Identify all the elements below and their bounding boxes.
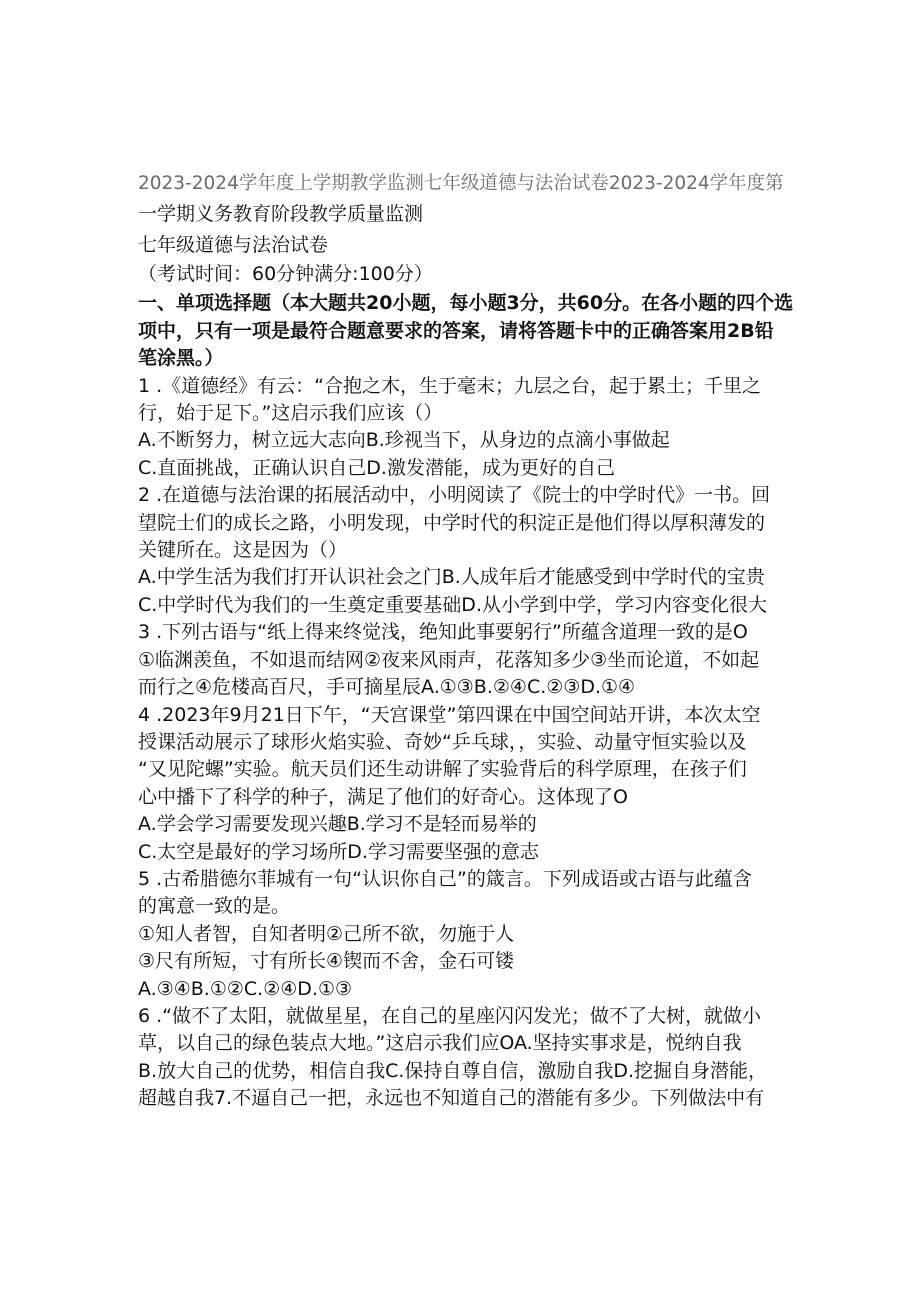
question-4-line: “又见陀螺”实验。航天员们还生动讲解了实验背后的科学原理，在孩子们	[138, 758, 747, 781]
question-4-options: C.太空是最好的学习场所D.学习需要坚强的意志	[138, 840, 539, 863]
question-3-line: 3 .下列古语与“纸上得来终觉浅，绝知此事要躬行”所蕴含道理一致的是O	[138, 621, 748, 644]
question-3-line: ①临渊羡鱼，不如退而结网②夜来风雨声，花落知多少③坐而论道，不如起	[138, 648, 760, 671]
document-title-line-2: 一学期义务教育阶段教学质量监测	[138, 203, 424, 225]
question-6-options: B.放大自己的优势，相信自我C.保持自尊自信，激励自我D.挖掘自身潜能，	[138, 1059, 768, 1082]
question-5-items: ③尺有所短，寸有所长④锲而不舍，金石可镂	[138, 950, 515, 973]
question-4-line: 心中播下了科学的种子，满足了他们的好奇心。这体现了O	[138, 785, 628, 808]
question-6-line: 6 .“做不了太阳，就做星星，在自己的星座闪闪发光；做不了大树，就做小	[138, 1004, 762, 1027]
question-5-line: 5 .古希腊德尔菲城有一句“认识你自己”的箴言。下列成语或古语与此蕴含	[138, 867, 752, 890]
question-2-line: 关键所在。这是因为（）	[138, 539, 348, 562]
document-title: 2023-2024学年度上学期教学监测七年级道德与法治试卷	[138, 173, 609, 194]
section-heading-line: 一、单项选择题（本大题共20小题，每小题3分，共60分。在各小题的四个选	[138, 292, 794, 315]
question-4-line: 4 .2023年9月21日下午，“天宫课堂”第四课在中国空间站开讲，本次太空	[138, 703, 761, 726]
exam-document	[138, 168, 818, 1113]
question-5-options: A.③④B.①②C.②④D.①③	[138, 977, 353, 1000]
document-title-continued: 2023-2024学年度第	[608, 173, 784, 194]
question-1-options: C.直面挑战，正确认识自己D.激发潜能，成为更好的自己	[138, 456, 615, 479]
question-1-options: A.不断努力，树立远大志向B.珍视当下，从身边的点滴小事做起	[138, 429, 670, 452]
question-7-line: 超越自我7.不逼自己一把，永远也不知道自己的潜能有多少。下列做法中有	[138, 1087, 765, 1110]
document-subtitle: 七年级道德与法治试卷	[138, 234, 329, 256]
question-3-options: 而行之④危楼高百尺，手可摘星辰A.①③B.②④C.②③D.①④	[138, 676, 636, 699]
section-heading-line: 项中，只有一项是最符合题意要求的答案，请将答题卡中的正确答案用2B铅	[138, 319, 774, 342]
section-heading-line: 笔涂黑。）	[138, 347, 224, 370]
question-2-options: C.中学时代为我们的一生奠定重要基础D.从小学到中学，学习内容变化很大	[138, 593, 767, 616]
question-5-items: ①知人者智，自知者明②己所不欲，勿施于人	[138, 922, 515, 945]
question-1-line: 行，始于足下。”这启示我们应该（）	[138, 402, 443, 425]
question-2-line: 望院士们的成长之路，小明发现，中学时代的积淀正是他们得以厚积薄发的	[138, 511, 766, 534]
question-1-line: 1 .《道德经》有云：“合抱之木，生于毫末；九层之台，起于累土；千里之	[138, 374, 762, 397]
question-4-options: A.学会学习需要发现兴趣B.学习不是轻而易举的	[138, 813, 537, 836]
question-6-line: 草，以自己的绿色装点大地。”这启示我们应OA.坚持实事求是，悦纳自我	[138, 1032, 742, 1055]
document-title-line-1	[138, 168, 818, 199]
question-4-line: 授课活动展示了球形火焰实验、奇妙“乒乓球，，实验、动量守恒实验以及	[138, 730, 747, 753]
exam-info: （考试时间：60分钟满分:100分）	[138, 263, 433, 285]
question-2-options: A.中学生活为我们打开认识社会之门B.人成年后才能感受到中学时代的宝贵	[138, 566, 765, 589]
question-2-line: 2 .在道德与法治课的拓展活动中，小明阅读了《院士的中学时代》一书。回	[138, 484, 771, 507]
question-5-line: 的寓意一致的是。	[138, 895, 291, 918]
